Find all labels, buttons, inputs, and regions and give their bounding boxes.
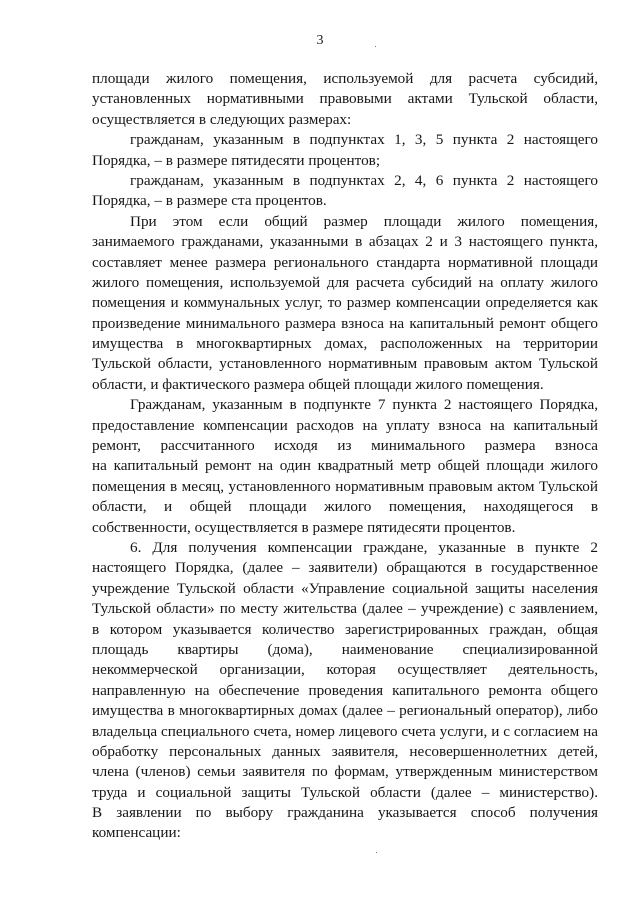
text-line: жилого помещения, используемой для расчета субсидий на оплату жилого xyxy=(92,273,598,291)
paragraph xyxy=(92,69,598,130)
text-line: Порядка, – в размере ста процентов. xyxy=(92,192,327,210)
text-line: 6. Для получения компенсации граждане, указанные в пункте 2 xyxy=(130,538,598,556)
text-line: произведение минимального размера взноса на капитальный ремонт общего xyxy=(92,314,598,332)
scan-speck xyxy=(375,46,376,47)
paragraph xyxy=(92,212,598,396)
document-body xyxy=(92,69,598,844)
paragraph xyxy=(92,171,598,212)
text-line: Порядка, – в размере пятидесяти процентов; xyxy=(92,151,381,169)
text-line: площади жилого помещения, используемой для расчета субсидий, xyxy=(92,70,598,87)
scan-speck xyxy=(376,852,377,853)
text-line: установленных нормативными правовыми актами Тульской области, xyxy=(92,90,598,108)
text-line: При этом если общий размер площади жилого помещения, xyxy=(130,212,598,230)
text-line: занимаемого гражданами, указанными в абзацах 2 и 3 настоящего пункта, xyxy=(92,233,598,251)
text-line: имущества в многоквартирных домах (далее – региональный оператор), либо xyxy=(92,702,598,720)
text-line: осуществляется в следующих размерах: xyxy=(92,110,352,128)
text-line: направленную на обеспечение проведения капитального ремонта общего xyxy=(92,681,598,699)
text-line: Гражданам, указанным в подпункте 7 пункта 2 настоящего Порядка, xyxy=(130,396,598,414)
paragraph xyxy=(92,538,598,844)
text-line: ремонт, рассчитанного исходя из минимального размера взноса xyxy=(92,437,598,455)
text-line: владельца специального счета, номер лицевого счета услуги, и с согласием на xyxy=(92,722,598,740)
text-line: обработку персональных данных заявителя, несовершеннолетних детей, xyxy=(92,742,598,760)
text-line: учреждение Тульской области «Управление социальной защиты населения xyxy=(92,579,598,597)
text-line: некоммерческой организации, которая осуществляет деятельность, xyxy=(92,661,598,679)
text-line: собственности, осуществляется в размере пятидесяти процентов. xyxy=(92,518,516,536)
text-line: гражданам, указанным в подпунктах 1, 3, 5 пункта 2 настоящего xyxy=(130,131,598,149)
paragraph xyxy=(92,130,598,171)
text-line: предоставление компенсации расходов на уплату взноса на капитальный xyxy=(92,416,598,434)
text-line: области, и фактического размера общей площади жилого помещения. xyxy=(92,375,544,393)
text-line: Тульской области» по месту жительства (далее – учреждение) с заявлением, xyxy=(92,600,598,618)
text-line: труда и социальной защиты Тульской области (далее – министерство). xyxy=(92,783,598,801)
text-line: компенсации: xyxy=(92,824,181,842)
page-number: 3 xyxy=(316,33,324,48)
text-line: площадь квартиры (дома), наименование специализированной xyxy=(92,640,598,658)
text-line: в котором указывается количество зарегистрированных граждан, общая xyxy=(92,620,598,638)
text-line: помещения в месяц, установленного нормативным правовым актом Тульской xyxy=(92,477,598,495)
text-line: Тульской области, установленного нормативным правовым актом Тульской xyxy=(92,355,598,373)
text-line: гражданам, указанным в подпунктах 2, 4, 6 пункта 2 настоящего xyxy=(130,171,598,189)
text-line: настоящего Порядка, (далее – заявители) обращаются в государственное xyxy=(92,559,598,577)
text-line: на капитальный ремонт на один квадратный метр общей площади жилого xyxy=(92,457,598,475)
text-line: составляет менее размера регионального стандарта нормативной площади xyxy=(92,253,598,271)
text-line: В заявлении по выбору гражданина указывается способ получения xyxy=(92,804,598,822)
text-line: члена (членов) семьи заявителя по формам, утвержденным министерством xyxy=(92,763,598,781)
paragraph xyxy=(92,395,598,538)
text-line: помещения и коммунальных услуг, то размер компенсации определяется как xyxy=(92,294,598,312)
text-line: имущества в многоквартирных домах, расположенных на территории xyxy=(92,335,598,353)
text-line: области, и общей площади жилого помещения, находящегося в xyxy=(92,498,598,516)
